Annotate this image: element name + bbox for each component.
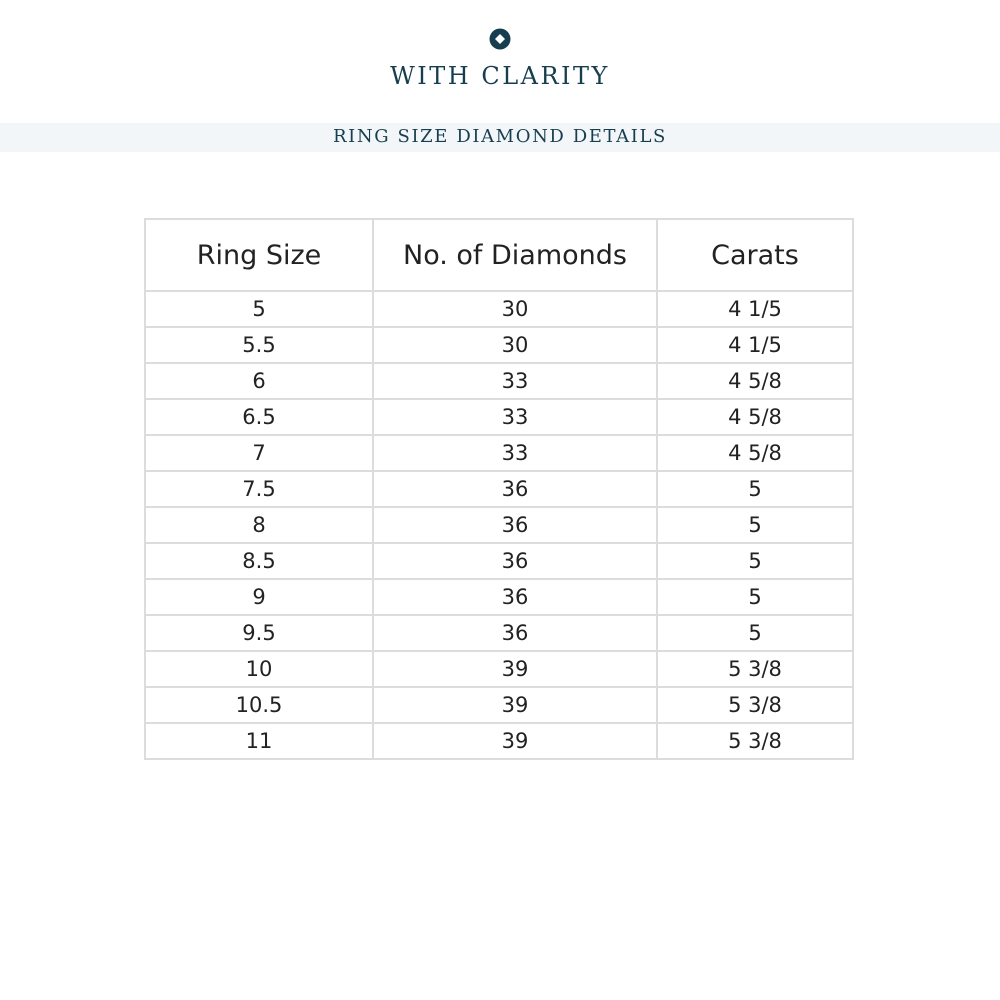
cell-carats: 5 <box>657 471 853 507</box>
table-row <box>145 399 853 435</box>
table-header-row <box>145 219 853 291</box>
cell-diamond-count: 30 <box>373 291 657 327</box>
cell-ring-size: 9.5 <box>145 615 373 651</box>
table-row <box>145 651 853 687</box>
header-no-of-diamonds: No. of Diamonds <box>373 219 657 291</box>
table-row <box>145 435 853 471</box>
cell-diamond-count: 36 <box>373 543 657 579</box>
cell-carats: 5 3/8 <box>657 687 853 723</box>
cell-diamond-count: 39 <box>373 651 657 687</box>
header-ring-size: Ring Size <box>145 219 373 291</box>
cell-ring-size: 7.5 <box>145 471 373 507</box>
cell-carats: 5 <box>657 615 853 651</box>
cell-ring-size: 10 <box>145 651 373 687</box>
diamond-circle-icon <box>489 28 511 50</box>
cell-carats: 5 3/8 <box>657 651 853 687</box>
cell-diamond-count: 36 <box>373 471 657 507</box>
table-row <box>145 723 853 759</box>
cell-ring-size: 9 <box>145 579 373 615</box>
cell-carats: 5 <box>657 507 853 543</box>
cell-diamond-count: 30 <box>373 327 657 363</box>
cell-ring-size: 8 <box>145 507 373 543</box>
cell-ring-size: 5.5 <box>145 327 373 363</box>
ring-size-table <box>144 218 854 760</box>
table-row <box>145 327 853 363</box>
cell-carats: 4 1/5 <box>657 291 853 327</box>
cell-carats: 4 5/8 <box>657 435 853 471</box>
cell-diamond-count: 33 <box>373 399 657 435</box>
cell-ring-size: 11 <box>145 723 373 759</box>
title-banner <box>0 123 1000 152</box>
table-row <box>145 615 853 651</box>
cell-ring-size: 8.5 <box>145 543 373 579</box>
cell-diamond-count: 33 <box>373 363 657 399</box>
cell-ring-size: 5 <box>145 291 373 327</box>
table-row <box>145 507 853 543</box>
cell-diamond-count: 39 <box>373 723 657 759</box>
cell-carats: 4 5/8 <box>657 399 853 435</box>
cell-carats: 5 <box>657 543 853 579</box>
cell-carats: 4 5/8 <box>657 363 853 399</box>
cell-diamond-count: 36 <box>373 507 657 543</box>
cell-carats: 5 3/8 <box>657 723 853 759</box>
cell-carats: 4 1/5 <box>657 327 853 363</box>
brand-name: WITH CLARITY <box>390 62 610 90</box>
table-row <box>145 543 853 579</box>
cell-diamond-count: 36 <box>373 579 657 615</box>
table-row <box>145 687 853 723</box>
table-row <box>145 363 853 399</box>
cell-ring-size: 7 <box>145 435 373 471</box>
cell-diamond-count: 33 <box>373 435 657 471</box>
cell-diamond-count: 39 <box>373 687 657 723</box>
header-carats: Carats <box>657 219 853 291</box>
cell-diamond-count: 36 <box>373 615 657 651</box>
table-row <box>145 579 853 615</box>
cell-ring-size: 6 <box>145 363 373 399</box>
table-row <box>145 291 853 327</box>
table-row <box>145 471 853 507</box>
cell-ring-size: 10.5 <box>145 687 373 723</box>
page-title: RING SIZE DIAMOND DETAILS <box>333 126 667 147</box>
cell-carats: 5 <box>657 579 853 615</box>
cell-ring-size: 6.5 <box>145 399 373 435</box>
